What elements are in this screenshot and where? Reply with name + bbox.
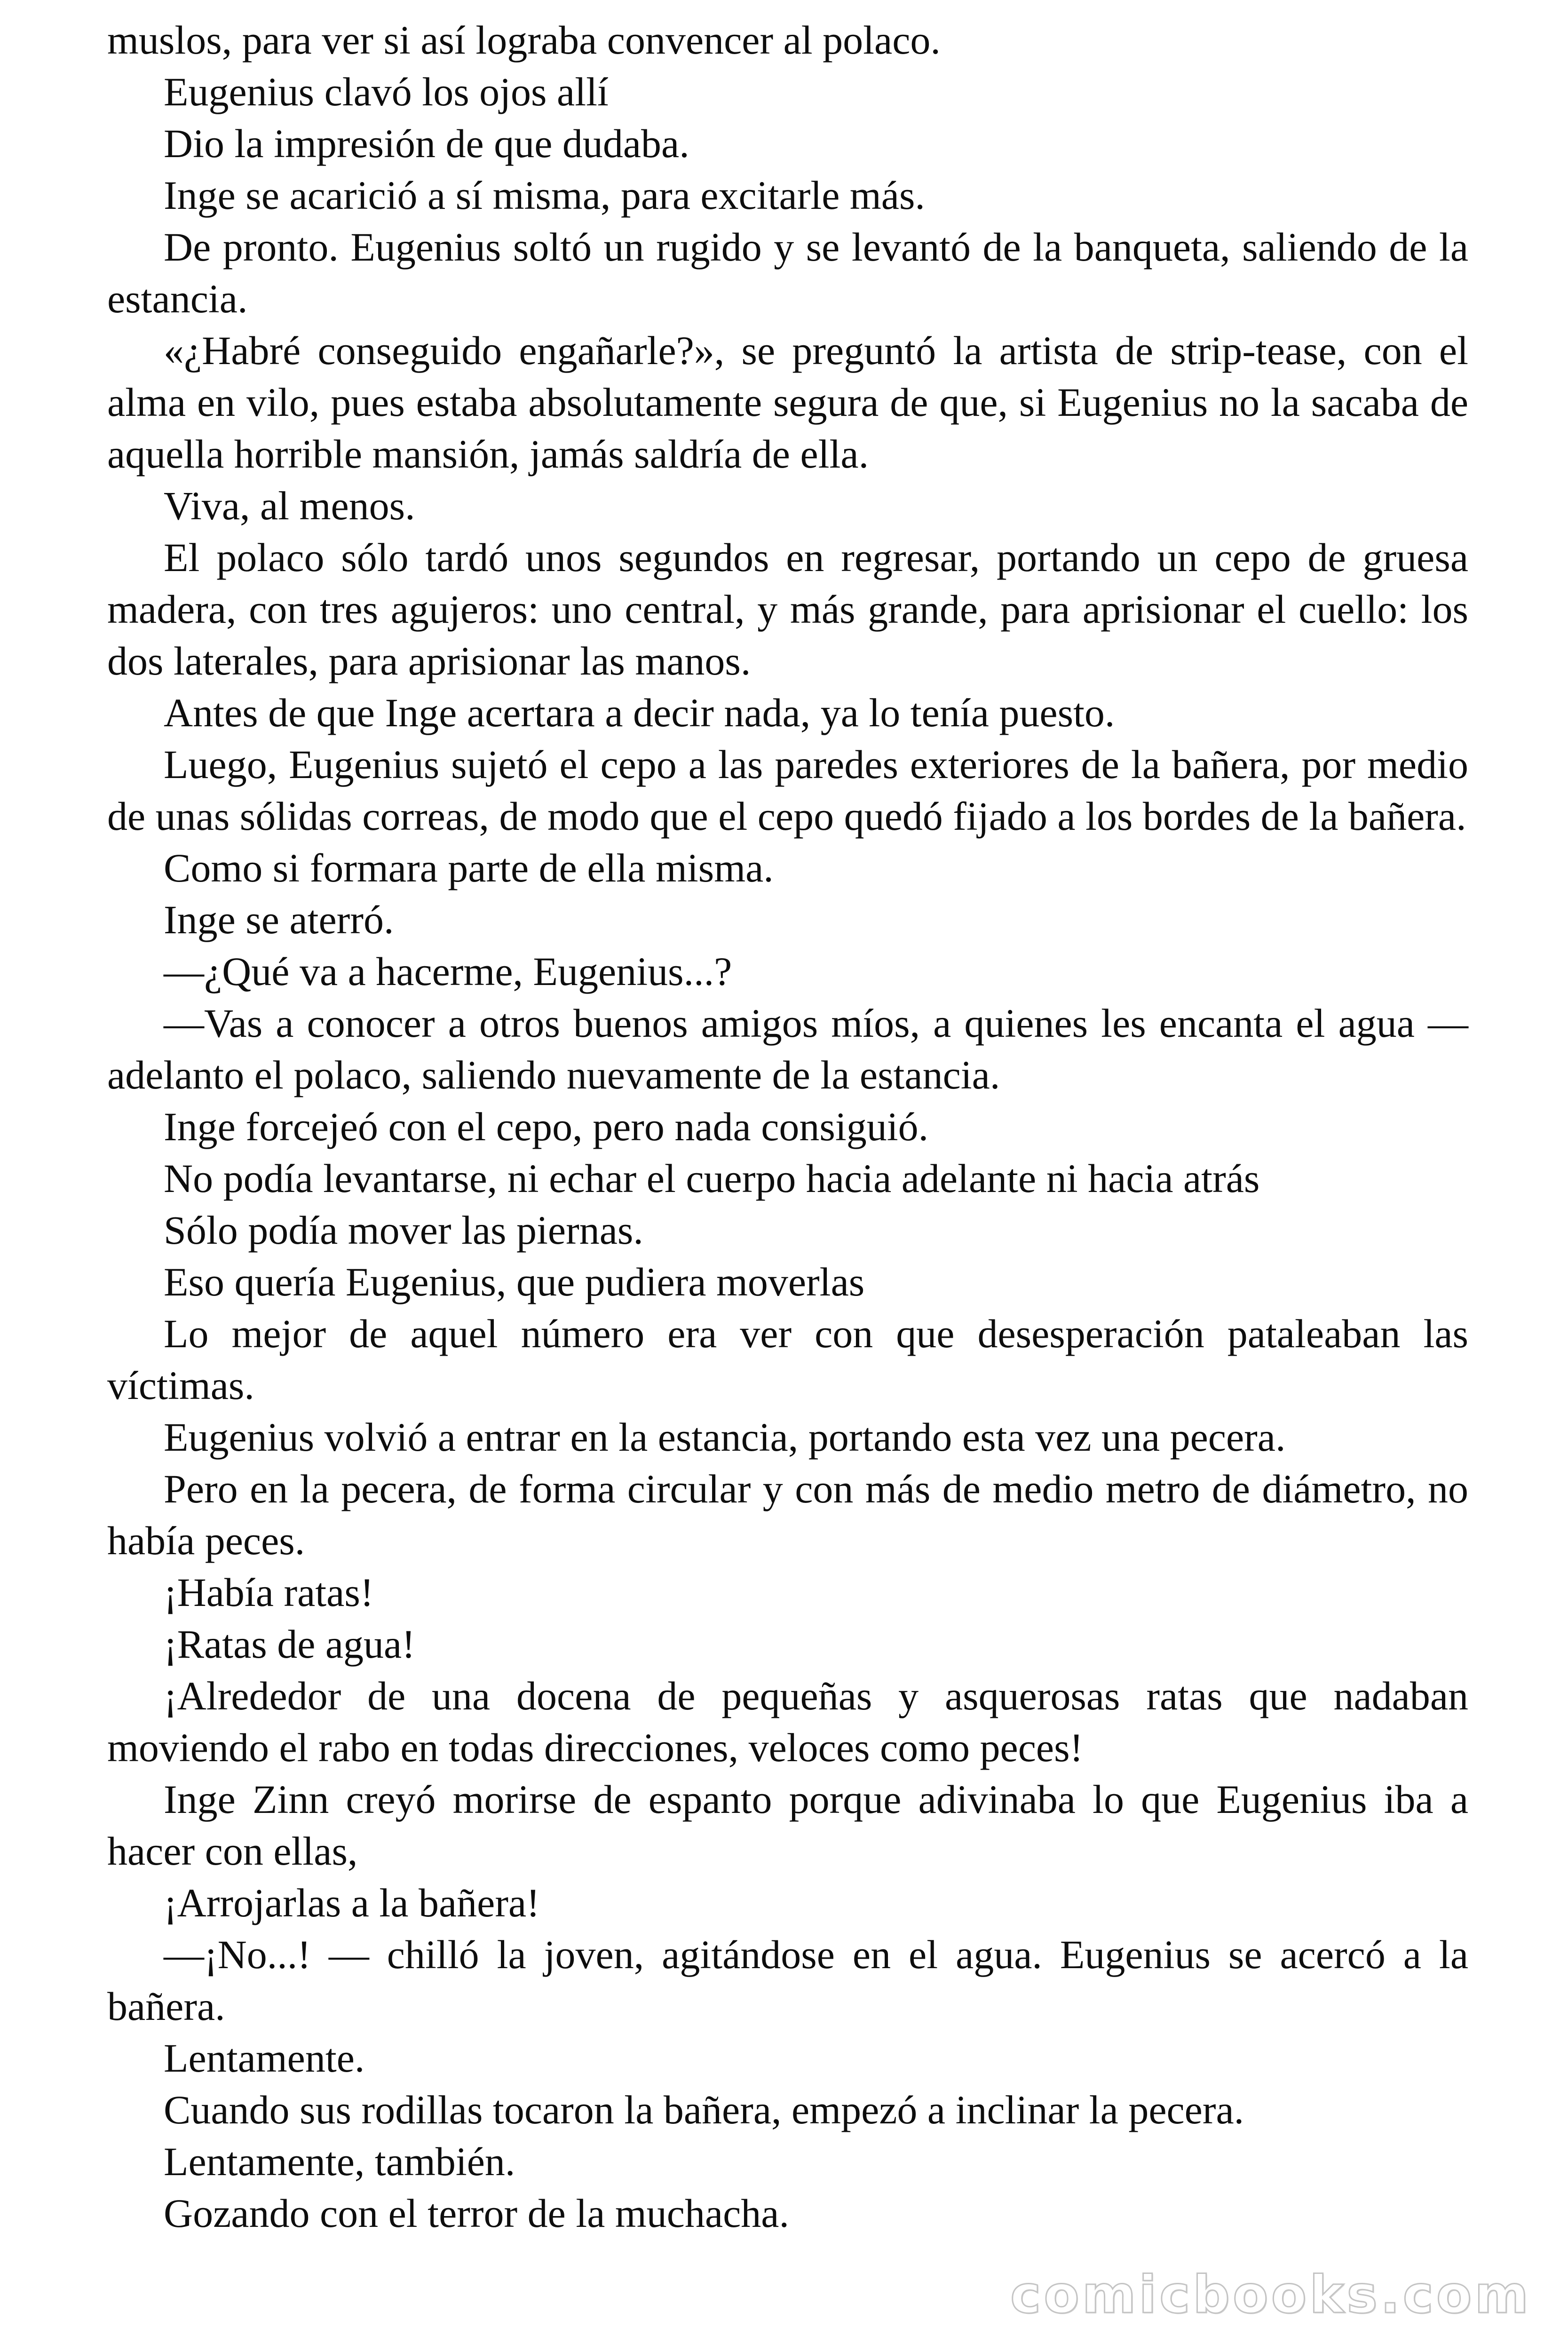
paragraph: Inge forcejeó con el cepo, pero nada consiguió. (164, 1104, 929, 1149)
paragraph: muslos, para ver si así lograba convencer al polaco. (107, 17, 941, 63)
watermark: comicbooks.com (1010, 2265, 1531, 2325)
paragraph: Eugenius clavó los ojos allí (164, 69, 609, 114)
paragraph: De pronto. Eugenius soltó un rugido y se levantó de la banqueta, saliendo de la estancia. (107, 224, 1468, 321)
paragraph: —¿Qué va a hacerme, Eugenius...? (164, 949, 732, 994)
paragraph: ¡Ratas de agua! (164, 1621, 415, 1667)
paragraph: Lo mejor de aquel número era ver con que desesperación pataleaban las víctimas. (107, 1311, 1468, 1408)
paragraph: Lentamente, también. (164, 2139, 515, 2184)
paragraph: Antes de que Inge acertara a decir nada, ya lo tenía puesto. (164, 690, 1115, 735)
paragraph: «¿Habré conseguido engañarle?», se preguntó la artista de strip-tease, con el alma en vilo, pues estaba absolutamente segura de que, si Eugenius no la sacaba de aquella horrible mansión, jamás saldría de ella. (107, 328, 1468, 477)
paragraph: Pero en la pecera, de forma circular y con más de medio metro de diámetro, no había peces. (107, 1466, 1468, 1563)
paragraph: ¡Arrojarlas a la bañera! (164, 1880, 540, 1925)
document-page (107, 14, 1468, 2239)
paragraph: Eugenius volvió a entrar en la estancia, portando esta vez una pecera. (164, 1414, 1286, 1460)
paragraph: ¡Alrededor de una docena de pequeñas y asquerosas ratas que nadaban moviendo el rabo en todas direcciones, veloces como peces! (107, 1673, 1468, 1770)
paragraph: Inge se aterró. (164, 897, 394, 942)
paragraph: Sólo podía mover las piernas. (164, 1208, 643, 1253)
paragraph: —¡No...! — chilló la joven, agitándose en el agua. Eugenius se acercó a la bañera. (107, 1932, 1468, 2029)
paragraph: Cuando sus rodillas tocaron la bañera, empezó a inclinar la pecera. (164, 2087, 1244, 2132)
paragraph: —Vas a conocer a otros buenos amigos míos, a quienes les encanta el agua — adelanto el polaco, saliendo nuevamente de la estancia. (107, 1001, 1468, 1097)
paragraph: Viva, al menos. (164, 483, 415, 528)
paragraph: Lentamente. (164, 2035, 365, 2081)
paragraph: Como si formara parte de ella misma. (164, 845, 774, 890)
paragraph: Inge se acarició a sí misma, para excitarle más. (164, 173, 925, 218)
paragraph: Dio la impresión de que dudaba. (164, 121, 689, 166)
paragraph: Gozando con el terror de la muchacha. (164, 2191, 789, 2236)
paragraph: Inge Zinn creyó morirse de espanto porque adivinaba lo que Eugenius iba a hacer con ellas, (107, 1777, 1468, 1874)
paragraph: ¡Había ratas! (164, 1570, 374, 1615)
paragraph: El polaco sólo tardó unos segundos en regresar, portando un cepo de gruesa madera, con tres agujeros: uno central, y más grande, para aprisionar el cuello: los dos laterales, para aprisionar las manos. (107, 535, 1468, 683)
paragraph: Luego, Eugenius sujetó el cepo a las paredes exteriores de la bañera, por medio de unas sólidas correas, de modo que el cepo quedó fijado a los bordes de la bañera. (107, 742, 1468, 839)
paragraph: No podía levantarse, ni echar el cuerpo hacia adelante ni hacia atrás (164, 1156, 1260, 1201)
paragraph: Eso quería Eugenius, que pudiera moverlas (164, 1259, 865, 1304)
